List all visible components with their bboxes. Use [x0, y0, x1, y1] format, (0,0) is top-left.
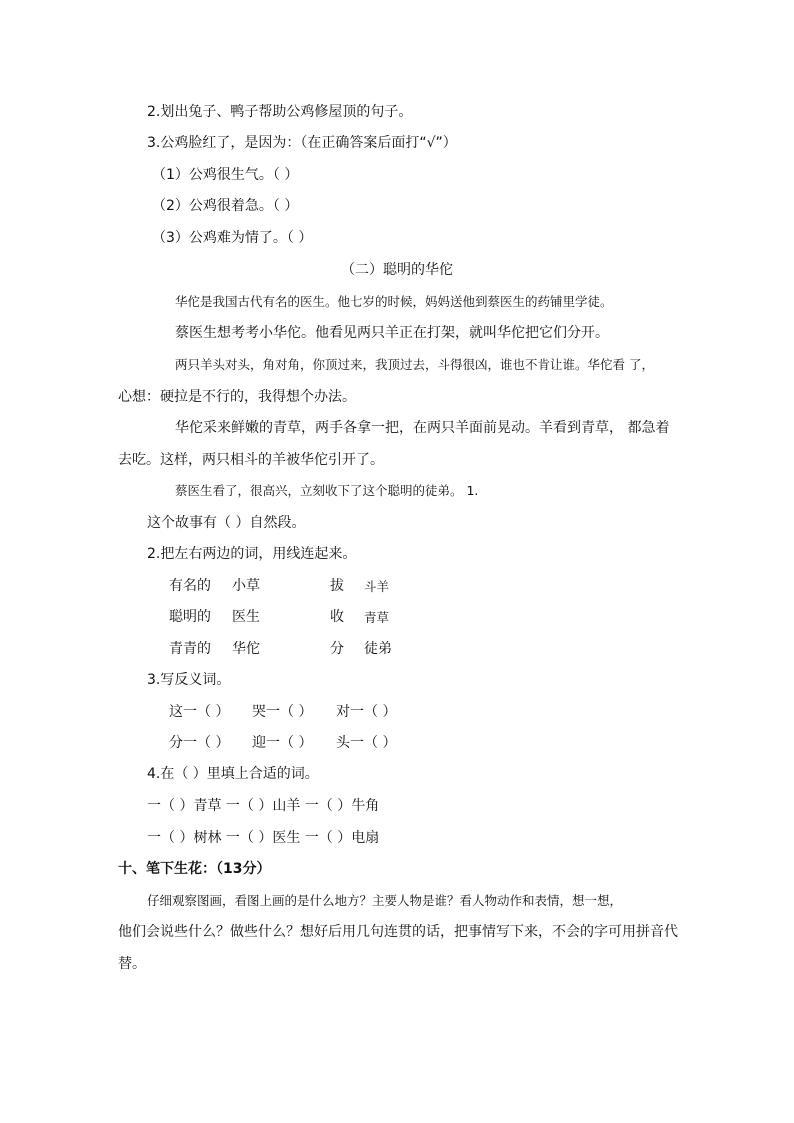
- match-right-word: 分: [330, 641, 344, 657]
- section-10-heading: 十、笔下生花：（13分）: [118, 861, 271, 877]
- antonym-blank: 对一（ ）: [336, 704, 397, 720]
- question-3-option-3: （3）公鸡难为情了。（ ）: [152, 230, 313, 246]
- section-10-instructions-line-3: 替。: [118, 956, 146, 972]
- section-10-instructions-line-1: 仔细观察图画，看图上画的是什么地方？主要人物是谁？看人物动作和表情，想一想，: [147, 893, 623, 908]
- match-left-word: 青青的: [169, 641, 211, 657]
- match-left-word: 有名的: [169, 578, 211, 594]
- question-3: 3.公鸡脸红了，是因为：（在正确答案后面打“√”）: [147, 135, 457, 151]
- passage-paragraph-5: 蔡医生看了，很高兴，立刻收下了这个聪明的徒弟。 1.: [175, 483, 479, 498]
- passage-paragraph-1: 华佗是我国古代有名的医生。他七岁的时候，妈妈送他到蔡医生的药铺里学徒。: [175, 294, 613, 309]
- fill-in-row-2: 一（ ）树林 一（ ）医生 一（ ）电扇: [147, 830, 380, 846]
- antonym-blank: 头一（ ）: [336, 735, 397, 751]
- question-2: 2.划出兔子、鸭子帮助公鸡修屋顶的句子。: [147, 104, 413, 120]
- antonym-blank: 分一（ ）: [169, 735, 230, 751]
- antonym-blank: 这一（ ）: [169, 704, 230, 720]
- match-right-word: 拔: [330, 578, 344, 594]
- match-left-word: 医生: [232, 609, 260, 625]
- match-right-word: 斗羊: [364, 579, 390, 594]
- fill-in-row-1: 一（ ）青草 一（ ）山羊 一（ ）牛角: [147, 798, 380, 814]
- match-left-word: 小草: [232, 578, 260, 594]
- antonym-blank: 迎一（ ）: [252, 735, 313, 751]
- match-right-word: 青草: [364, 610, 390, 625]
- match-left-word: 聪明的: [169, 609, 211, 625]
- passage-question-2: 2.把左右两边的词，用线连起来。: [147, 546, 357, 562]
- match-right-word: 徒弟: [364, 641, 392, 657]
- passage-paragraph-3-line-2: 心想：硬拉是不行的，我得想个办法。: [118, 389, 356, 405]
- passage-question-4: 4.在（ ）里填上合适的词。: [147, 766, 319, 782]
- antonym-blank: 哭一（ ）: [252, 704, 313, 720]
- passage-title: （二）聪明的华佗: [341, 262, 453, 278]
- passage-question-3: 3.写反义词。: [147, 672, 231, 688]
- section-10-instructions-line-2: 他们会说些什么？做些什么？想好后用几句连贯的话，把事情写下来，不会的字可用拼音代: [118, 924, 678, 940]
- passage-paragraph-2: 蔡医生想考考小华佗。他看见两只羊正在打架，就叫华佗把它们分开。: [175, 325, 609, 341]
- match-left-word: 华佗: [232, 641, 260, 657]
- question-3-option-1: （1）公鸡很生气。（ ）: [152, 167, 299, 183]
- match-right-word: 收: [330, 609, 344, 625]
- passage-paragraph-4-line-2: 去吃。这样，两只相斗的羊被华佗引开了。: [118, 452, 384, 468]
- question-3-option-2: （2）公鸡很着急。（ ）: [152, 198, 299, 214]
- passage-paragraph-3-line-1: 两只羊头对头，角对角，你顶过来，我顶过去，斗得很凶，谁也不肯让谁。华佗看 了，: [175, 357, 654, 372]
- passage-paragraph-4-line-1: 华佗采来鲜嫩的青草，两手各拿一把，在两只羊面前晃动。羊看到青草， 都急着: [175, 420, 670, 436]
- passage-question-1: 这个故事有（ ）自然段。: [147, 515, 306, 531]
